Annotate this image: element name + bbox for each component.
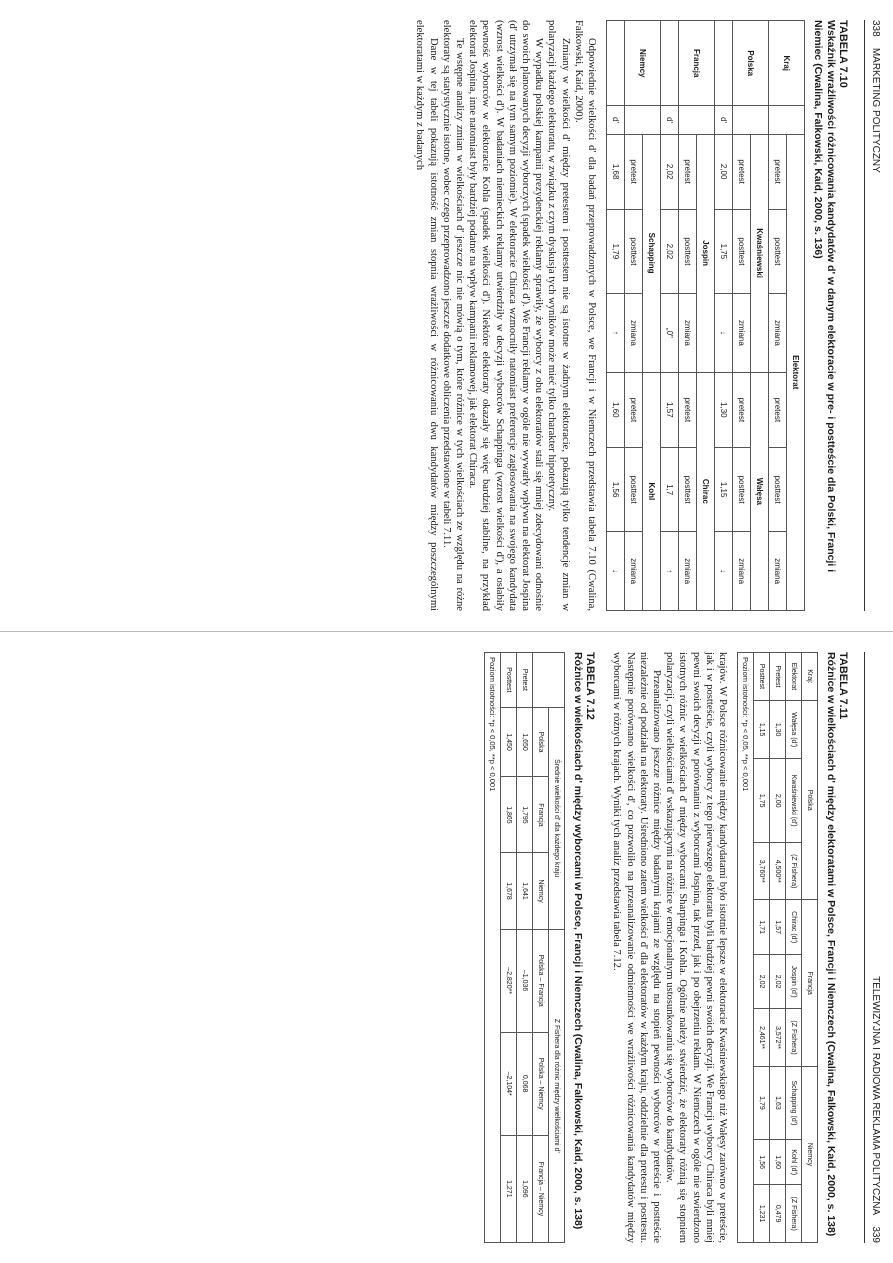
group2-header: Z Fishera dla różnic między wielkościami d' [549,929,565,1242]
elektorat-header: Elektorat [786,653,802,701]
measure-d: d' [661,106,679,134]
column-header: Francja – Niemcy [533,1135,549,1242]
country-header-niemcy: Niemcy [802,1066,818,1242]
cell: 0,479 [770,1185,786,1243]
column-header: Polska – Francja [533,929,549,1032]
paragraph: Przeanalizowano jeszcze różnice między badanymi krajami ze względu na stopień pewności wyborców w preteście i postteście niezależnie od podziału na elektoraty. Uśredniono zatem wielkości d' dla elektoratów w każdym kraju, oddzielnie dla pretestu i posttestu. Następnie porównano wielkości d', co pozwoliło na przeanalizowanie odmienności we wrażliwości różnicowania kandydatów między wyborcami w różnych krajach. Wyniki tych analiz przedstawia tabela 7.12. [611,652,662,1243]
table-7-11 [753,652,818,1243]
subheader-pretest: pretest [769,372,787,447]
cell: 2,00 [715,134,733,209]
cell: –1,036 [517,929,533,1032]
cell: 1,79 [754,1066,770,1139]
left-page [0,0,893,631]
cell: 1,75 [715,209,733,293]
cell: 1,60 [607,372,625,447]
right-body-text [610,652,729,1243]
cell: 1,271 [501,1135,517,1242]
cell: –2,104* [501,1032,517,1135]
cell: 2,02 [661,209,679,293]
column-header: (Z Fishera) [786,842,802,900]
column-header: (Z Fishera) [786,1009,802,1067]
left-page-number: 338 [870,20,881,37]
cell: ↑ [607,294,625,373]
column-header: Chirac (d') [786,900,802,954]
paragraph: krajów. W Polsce różnicowanie między kandydatami było istotnie lepsze w elektoracie Kwaśniewskiego niż Wałęsy zarówno w preteście, jak i w postteście, czyli wyborcy z tego pierwszego elektoratu byli bardziej pewni swoich decyzji. We Francji wyborcy Chiraca byli mniej pewni swoich decyzji w porównaniu z wyborcami Jospina, tak przed, jak i po obejrzeniu reklam. W Niemczech w ogóle nie stwierdzono istotnych różnic w wielkościach d' między wyborcami Sharpinga i Kohla. Ogólnie należy stwierdzić, że elektoraty różnią się stopniem polaryzacji, czyli wielkościami d' wskazującymi na różnice w emocjonalnym ustosunkowaniu się wyborców do kandydatów. [664,652,728,1243]
cell: 1,795 [517,777,533,853]
cell: 2,02 [661,134,679,209]
cell: 1,30 [770,700,786,759]
paragraph: Dane w tej tabeli pokazują istotność zmian stopnia wrażliwości w różnicowaniu dwu kandydatów między poszczególnymi elektoratami w każdym z badanych [414,20,439,611]
table-row [754,653,770,1243]
subheader-pretest: pretest [769,134,787,209]
right-page-number: 339 [870,1226,881,1243]
candidate-jospin: Jospin [697,134,715,372]
paragraph: W wypadku polskiej kampanii prezydenckiej reklamy sprawiły, że wyborcy z obu elektoratów stali się mniej zdecydowani odnośnie do swoich planowanych decyzji wyborczych (spadek wielkości d'). We Francji reklamy w ogóle nie wywarły wpływu na elektorat Jospina (d' utrzymał się na tym samym poziomie). W elektoracie Chiraca wzmocniły natomiast preferencje zagłosowania na swojego kandydata (wzrost wielkości d'). W badaniach niemieckich reklamy utwierdziły w decyzji wyborców Schappinga (wzrost wielkości d'), a osłabiły pewność wyborców w elektoracie Kohla (spadek wielkości d'). Niektóre elektoraty okazały się więc bardziej stabilne, na przykład elektorat Jospina, inne natomiast były bardziej podatne na wpływ kampanii reklamowej, jak elektorat Chiraca. [467,20,545,611]
cell: ↑ [661,532,679,611]
row-label: Posttest [501,653,517,708]
cell: 1,30 [715,372,733,447]
cell: 1,650 [517,707,533,777]
left-content [10,20,855,611]
cell: 3,760** [754,842,770,900]
cell: 2,02 [754,954,770,1008]
column-header: Francja [533,777,549,853]
cell: ↓ [715,294,733,373]
cell: 4,500** [770,842,786,900]
left-running-head: MARKETING POLITYCZNY [870,47,881,173]
subheader-zmiana: zmiana [769,532,787,611]
cell: 1,096 [517,1135,533,1242]
cell: 1,231 [754,1185,770,1243]
candidate-chirac: Chirac [697,372,715,610]
right-page [0,632,893,1263]
cell: 1,450 [501,707,517,777]
cell: 1,15 [715,447,733,531]
cell: 1,75 [754,759,770,842]
table-7-10-label: TABELA 7.10 [837,20,849,88]
table-7-11-label: TABELA 7.11 [837,652,849,720]
cell: 1,57 [661,372,679,447]
country-polska: Polska [733,21,769,106]
column-header: Niemcy [533,853,549,929]
cell: 1,865 [501,777,517,853]
country-francja: Francja [679,21,715,106]
subheader-zmiana: zmiana [769,294,787,373]
column-header: Polska [533,707,549,777]
kraj-header: Kraj [769,21,805,106]
cell: „0" [661,294,679,373]
cell: 1,79 [607,209,625,293]
measure-d: d' [607,106,625,134]
row-label: Pretest [517,653,533,708]
cell: 1,63 [770,1066,786,1139]
cell: –2,820** [501,929,517,1032]
table-7-11-footnote: Poziom istotności: *p < 0,05, **p < 0,001 [737,652,753,1243]
table-row [770,653,786,1243]
cell: 1,71 [754,900,770,954]
country-header-polska: Polska [802,700,818,900]
cell: 1,57 [770,900,786,954]
table-7-10-title: Wskaźnik wrażliwości różnicowania kandydatów d' w danym elektoracie w pre- i postteście dla Polski, Francji i Niemiec (Cwalina, Falkowski, Kaid, 2000, s. 136) [812,20,837,573]
country-header-francja: Francja [802,900,818,1066]
cell: 1,7 [661,447,679,531]
paragraph: Te wstępne analizy zmian w wielkościach d' jeszcze nic nie mówią o tym, które różnice w tych wielkościach ze względu na różne elektoraty są statystycznie istotne, wobec czego przeprowadzono jeszcze dodatkowe obliczenia przedstawione w tabeli 7.11. [440,20,465,611]
row-label: Posttest [754,653,770,701]
cell: ↓ [607,532,625,611]
paragraph: Zmiany w wielkości d' między pretestem i posttestem nie są istotne w żadnym elektoracie, pokazują tylko tendencje zmian w polaryzacji każdego elektoratu, w związku z czym dyskusja tych wyników może mieć tylko charakter hipotetyczny. [546,20,571,611]
cell: 1,60 [770,1140,786,1185]
table-7-12-title: Różnice w wielkościach d' między wyborcami w Polsce, Francji i Niemczech (Cwalina, Falkowski, Kaid, 2000, s. 138) [572,652,585,1230]
table-7-12 [500,652,565,1243]
column-header: Wałęsa (d') [786,700,802,759]
cell: 2,461** [754,1009,770,1067]
table-row [517,653,533,1243]
right-page-sheet [0,632,893,1263]
subheader-posttest: posttest [769,447,787,531]
candidate-kwasniewski: Kwaśniewski [751,134,769,372]
cell: 1,68 [607,134,625,209]
column-header: Schapping (d') [786,1066,802,1139]
cell: 2,00 [770,759,786,842]
cell: 1,678 [501,853,517,929]
cell: 0,068 [517,1032,533,1135]
left-page-sheet [0,0,893,631]
right-content [10,652,855,1243]
cell: ↓ [715,532,733,611]
paragraph: Odpowiednie wielkości d' dla badań przeprowadzonych w Polsce, we Francji i w Niemczech przedstawia tabela 7.10 (Cwalina, Falkowski, Kaid, 2000). [572,20,597,611]
table-7-11-title: Różnice w wielkościach d' między elektoratami w Polsce, Francji i Niemczech (Cwalina, Falkowski, Kaid, 2000, s. 138) [825,652,837,1237]
subheader-posttest: posttest [769,209,787,293]
cell: 3,572** [770,1009,786,1067]
column-header: (Z Fishera) [786,1185,802,1243]
measure-d: d' [715,106,733,134]
column-header: Kohl (d') [786,1140,802,1185]
cell: 2,02 [770,954,786,1008]
elektorat-header: Elektorat [787,134,805,610]
column-header: Polska – Niemcy [533,1032,549,1135]
right-running-header [864,652,883,1243]
row-label: Pretest [770,653,786,701]
column-header: Jospin (d') [786,954,802,1008]
kraj-header: Kraj: [802,653,818,701]
table-7-12-label: TABELA 7.12 [584,652,597,720]
cell: 1,641 [517,853,533,929]
table-row [501,653,517,1243]
country-niemcy: Niemcy [625,21,661,106]
candidate-kohl: Kohl [643,372,661,610]
group1-header: Średnie wielkości d' dla każdego kraju [549,707,565,929]
table-7-10: Kraj Elektorat pretest posttest zmiana pretest posttest zmiana Polska Kwaśniewski Wałęsa pretest posttest zmiana pretest posttest zmiana d' 2,00 1,75 ↓ 1,30 1,15 ↓ Francja Jospin Chirac pretest posttest zmiana pretest posttest zmiana d' 2,02 2,02 „0" 1,57 1,7 ↑ Niemcy Schapping Kohl pretest posttest zmiana pretest posttest zmiana d' 1,68 1,79 ↑ 1,60 1,56 ↓ [606,20,805,611]
right-running-head: TELEWIZYJNA I RADIOWA REKLAMA POLITYCZNA [870,976,881,1216]
left-running-header [864,20,883,611]
cell: 1,56 [607,447,625,531]
cell: 1,15 [754,700,770,759]
left-body-text [413,20,598,611]
candidate-schapping: Schapping [643,134,661,372]
column-header: Kwaśniewski (d') [786,759,802,842]
candidate-walesa: Wałęsa [751,372,769,610]
cell: 1,56 [754,1140,770,1185]
table-7-12-footnote: Poziom istotności: *p < 0,05, **p < 0,001 [484,652,500,1243]
